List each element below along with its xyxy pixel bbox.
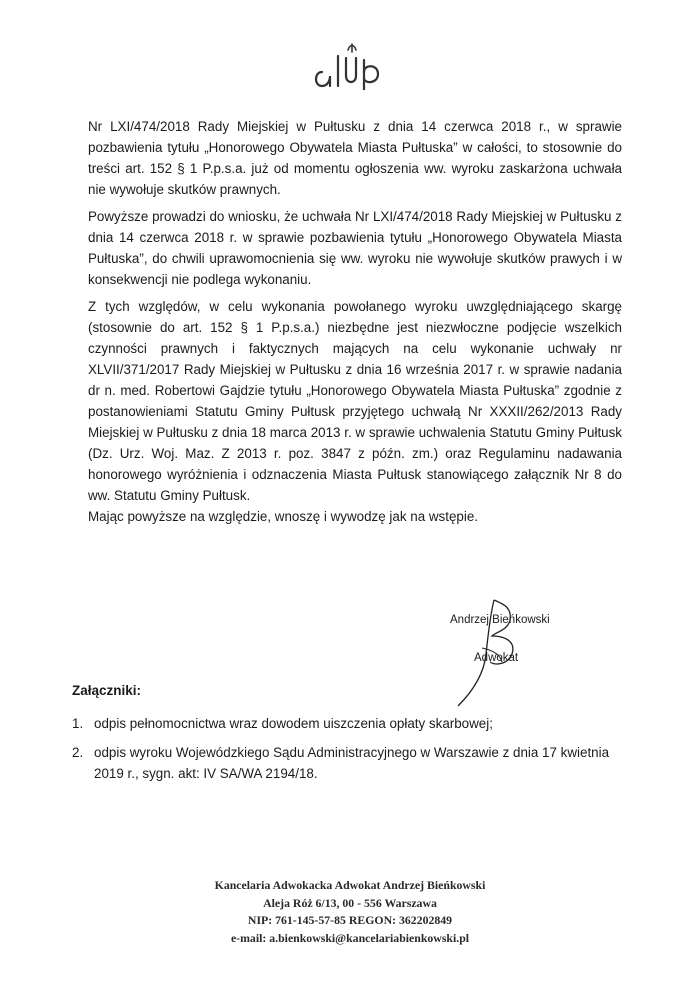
- adwokatura-logo-icon: [310, 42, 390, 90]
- signature-name: Andrzej Bieńkowski: [450, 614, 550, 626]
- attachments-heading: Załączniki:: [72, 683, 142, 698]
- footer-firm-name: Kancelaria Adwokacka Adwokat Andrzej Bieńkowski: [214, 878, 486, 892]
- footer-address: Aleja Róż 6/13, 00 - 556 Warszawa: [263, 895, 437, 910]
- attachments-list: [72, 713, 632, 792]
- footer: [0, 877, 700, 947]
- list-item-text: odpis pełnomocnictwa wraz dowodem uiszczenia opłaty skarbowej;: [94, 716, 493, 731]
- paragraph-4: Mając powyższe na względzie, wnoszę i wywodzę jak na wstępie.: [88, 509, 478, 524]
- list-item: [72, 742, 632, 784]
- paragraph-2: Powyższe prowadzi do wniosku, że uchwała Nr LXI/474/2018 Rady Miejskiej w Pułtusku z dnia 14 czerwca 2018 r. w sprawie pozbawienia tytułu „Honorowego Obywatela Miasta Pułtuska”, do chwili uprawomocnienia się ww. wyroku nie wywołuje skutków prawych i w konsekwencji nie podlega wykonaniu.: [88, 209, 622, 287]
- footer-email: e-mail: a.bienkowski@kancelariabienkowski.pl: [230, 930, 470, 945]
- list-item: [72, 713, 632, 734]
- list-item-number: 1.: [72, 716, 84, 731]
- paragraph-3: Z tych względów, w celu wykonania powołanego wyroku uwzględniającego skargę (stosownie do art. 152 § 1 P.p.s.a.) niezbędne jest niezwłoczne podjęcie wszelkich czynności prawnych i faktycznych mających na celu wykonanie uchwały nr XLVII/371/2017 Rady Miejskiej w Pułtusku z dnia 16 września 2017 r. w sprawie nadania dr n. med. Robertowi Gajdzie tytułu „Honorowego Obywatela Miasta Pułtuska” zgodnie z postanowieniami Statutu Gminy Pułtusk przyjętego uchwałą Nr XXXII/262/2013 Rady Miejskiej w Pułtusku z dnia 18 marca 2013 r. w sprawie uchwalenia Statutu Gminy Pułtusk (Dz. Urz. Woj. Maz. Z 2013 r. poz. 3847 z późn. zm.) oraz Regulaminu nadawania honorowego wyróżnienia i odznaczenia Miasta Pułtusk stanowiącego załącznik Nr 8 do ww. Statutu Gminy Pułtusk.: [88, 299, 622, 503]
- footer-tax-ids: NIP: 761-145-57-85 REGON: 362202849: [247, 913, 453, 927]
- signature-title: Adwokat: [474, 652, 519, 664]
- list-item-text: odpis wyroku Wojewódzkiego Sądu Administracyjnego w Warszawie z dnia 17 kwietnia 2019 r., sygn. akt: IV SA/WA 2194/18.: [94, 745, 610, 781]
- list-item-number: 2.: [72, 745, 84, 760]
- paragraph-1: Nr LXI/474/2018 Rady Miejskiej w Pułtusku z dnia 14 czerwca 2018 r., w sprawie pozbawienia tytułu „Honorowego Obywatela Miasta Pułtuska” w całości, to stosownie do treści art. 152 § 1 P.p.s.a. już od momentu ogłoszenia ww. wyroku zaskarżona uchwała nie wywołuje skutków prawnych.: [88, 119, 622, 197]
- handwritten-signature: [452, 596, 572, 712]
